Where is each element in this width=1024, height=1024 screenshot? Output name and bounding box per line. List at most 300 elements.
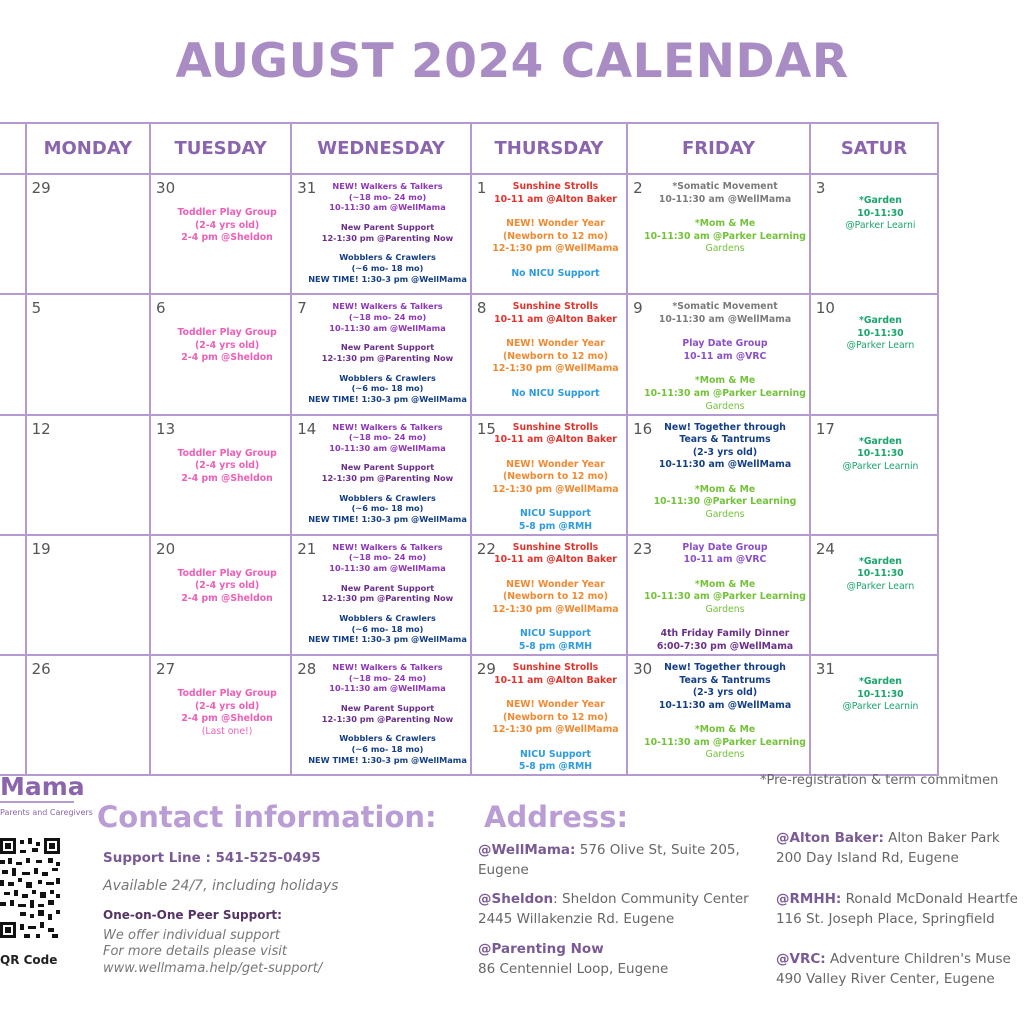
event-mom bbox=[644, 375, 806, 413]
day-number: 8 bbox=[476, 299, 487, 318]
event-line: 12-1:30 pm @Parenting Now bbox=[321, 713, 454, 724]
day-events bbox=[292, 656, 470, 765]
event-line: *Mom & Me bbox=[694, 218, 756, 230]
event-line: *Mom & Me bbox=[694, 483, 756, 495]
address-line: 490 Valley River Center, Eugene bbox=[776, 971, 995, 988]
event-line: NEW! Walkers & Talkers bbox=[332, 301, 443, 312]
pre-registration-note: *Pre-registration & term commitmen bbox=[760, 773, 999, 788]
event-nicu bbox=[488, 749, 623, 774]
event-newparent bbox=[308, 462, 467, 483]
weekday-header-tuesday: TUESDAY bbox=[150, 123, 291, 174]
day-number: 30 bbox=[633, 660, 653, 678]
day-events bbox=[292, 175, 470, 284]
event-line: NEW! Wonder Year bbox=[506, 578, 605, 590]
day-number: 27 bbox=[156, 660, 176, 678]
event-line: *Garden bbox=[858, 195, 902, 206]
day-cell-sun[interactable] bbox=[0, 294, 26, 414]
event-line: 2-4 pm @Sheldon bbox=[181, 592, 273, 604]
day-cell-fri[interactable] bbox=[627, 415, 810, 535]
event-line: Toddler Play Group bbox=[177, 447, 277, 459]
event-line: Gardens bbox=[705, 603, 745, 615]
event-line: *Garden bbox=[858, 315, 902, 327]
event-nicu bbox=[488, 268, 623, 281]
event-wonder bbox=[488, 699, 623, 737]
day-number: 22 bbox=[476, 539, 496, 558]
event-line: NEW! Wonder Year bbox=[506, 699, 605, 711]
event-nicu bbox=[488, 388, 623, 401]
day-cell-thu[interactable] bbox=[471, 174, 627, 294]
day-number: 31 bbox=[297, 179, 317, 197]
day-cell-tue[interactable] bbox=[150, 294, 291, 414]
event-line: Sunshine Strolls bbox=[512, 301, 599, 313]
event-newparent bbox=[308, 703, 467, 724]
event-line: 10-11:30 bbox=[857, 448, 904, 460]
day-events bbox=[472, 175, 626, 280]
event-somatic bbox=[644, 301, 806, 326]
weekday-header-sunday bbox=[0, 123, 26, 174]
event-line: New! Together through bbox=[664, 662, 786, 673]
event-line: 12-1:30 pm @WellMama bbox=[492, 603, 619, 615]
day-cell-fri[interactable] bbox=[627, 174, 810, 294]
day-cell-wed[interactable] bbox=[291, 415, 471, 535]
event-mom bbox=[644, 484, 806, 522]
day-number: 29 bbox=[31, 179, 51, 197]
weekday-header-wednesday: WEDNESDAY bbox=[291, 123, 471, 174]
day-number: 28 bbox=[297, 660, 317, 678]
event-line: 12-1:30 pm @Parenting Now bbox=[321, 232, 454, 243]
day-events bbox=[27, 295, 149, 301]
address-vrc bbox=[776, 949, 1011, 990]
event-line: New Parent Support bbox=[340, 342, 435, 353]
event-walkers bbox=[308, 422, 467, 454]
address-name: @Parenting Now bbox=[478, 941, 604, 957]
event-line: 5-8 pm @RMH bbox=[518, 641, 593, 653]
weekday-header-monday: MONDAY bbox=[26, 123, 150, 174]
week-row bbox=[0, 174, 938, 294]
peer-support-label: One-on-One Peer Support: bbox=[103, 908, 282, 922]
week-row bbox=[0, 535, 938, 655]
qr-code-label: QR Code bbox=[0, 953, 58, 967]
event-dinner bbox=[644, 628, 806, 653]
event-line: Sunshine Strolls bbox=[512, 421, 599, 433]
event-wonder bbox=[488, 338, 623, 376]
address-line: 86 Centenniel Loop, Eugene bbox=[478, 961, 669, 978]
address-name: @RMHH: bbox=[776, 891, 842, 907]
day-number: 1 bbox=[476, 179, 487, 197]
event-line: 10-11:30 am @WellMama bbox=[658, 313, 792, 325]
event-together bbox=[644, 422, 806, 472]
event-line: 10-11:30 am @WellMama bbox=[329, 322, 446, 333]
event-line: 10-11:30 am @WellMama bbox=[658, 459, 792, 471]
event-line: 10-11:30 am @WellMama bbox=[329, 563, 446, 574]
address-line: 576 Olive St, Suite 205, bbox=[575, 842, 740, 858]
event-line: *Garden bbox=[858, 676, 902, 687]
brand-underline bbox=[0, 801, 74, 803]
day-cell-sun[interactable] bbox=[0, 174, 26, 294]
event-garden bbox=[827, 676, 934, 714]
day-cell-mon[interactable] bbox=[26, 294, 150, 414]
event-line: *Garden bbox=[858, 555, 902, 567]
address-alton-baker bbox=[776, 828, 1000, 869]
day-cell-sat[interactable] bbox=[810, 174, 938, 294]
event-line: 10-11:30 am @Parker Learning bbox=[644, 736, 806, 748]
day-cell-sat[interactable] bbox=[810, 535, 938, 655]
event-garden bbox=[827, 315, 934, 353]
event-line: (~18 mo- 24 mo) bbox=[348, 432, 427, 443]
day-events bbox=[292, 536, 470, 645]
event-line: New Parent Support bbox=[340, 582, 435, 593]
day-events bbox=[628, 175, 809, 256]
day-number: 7 bbox=[297, 299, 307, 318]
weekday-header-saturday: SATUR bbox=[810, 123, 938, 174]
day-events bbox=[292, 416, 470, 525]
day-number: 20 bbox=[156, 539, 176, 558]
day-number: 19 bbox=[31, 539, 51, 558]
qr-code[interactable] bbox=[0, 838, 62, 940]
day-number: 23 bbox=[633, 539, 653, 558]
event-line: New Parent Support bbox=[340, 221, 435, 232]
day-number: 9 bbox=[633, 299, 643, 318]
event-line: 2-4 pm @Sheldon bbox=[181, 232, 273, 244]
peer-support-line: For more details please visit bbox=[103, 944, 287, 960]
event-line: 10-11:30 bbox=[857, 327, 904, 339]
day-number: 24 bbox=[815, 539, 835, 558]
event-line: (~6 mo- 18 mo) bbox=[351, 503, 424, 514]
day-number: 30 bbox=[156, 179, 176, 197]
day-cell-wed[interactable] bbox=[291, 294, 471, 414]
event-walkers bbox=[308, 181, 467, 213]
event-line: (~6 mo- 18 mo) bbox=[351, 262, 424, 273]
week-row bbox=[0, 415, 938, 535]
day-cell-thu[interactable] bbox=[471, 655, 627, 775]
day-cell-wed[interactable] bbox=[291, 535, 471, 655]
event-newparent bbox=[308, 222, 467, 243]
day-number: 12 bbox=[31, 419, 51, 438]
address-heading: Address: bbox=[484, 800, 629, 834]
event-playdate bbox=[644, 338, 806, 363]
event-walkers bbox=[308, 301, 467, 333]
event-garden bbox=[827, 436, 934, 474]
event-line: Tears & Tantrums bbox=[679, 674, 771, 686]
event-wonder bbox=[488, 459, 623, 497]
event-newparent bbox=[308, 342, 467, 363]
event-line: NEW TIME! 1:30-3 pm @WellMama bbox=[308, 273, 467, 284]
day-cell-mon[interactable] bbox=[26, 535, 150, 655]
event-line: 12-1:30 pm @Parenting Now bbox=[321, 473, 454, 484]
event-nicu bbox=[488, 508, 623, 533]
day-number: 3 bbox=[815, 179, 826, 197]
day-number: 26 bbox=[31, 660, 51, 678]
event-line: NEW TIME! 1:30-3 pm @WellMama bbox=[308, 393, 467, 404]
event-line: Wobblers & Crawlers bbox=[339, 372, 436, 383]
address-line: Alton Baker Park bbox=[883, 830, 1000, 846]
event-line: @Parker Learn bbox=[846, 340, 915, 352]
event-line: 10-11:30 am @Parker Learning bbox=[644, 230, 806, 242]
event-line: @Parker Learni bbox=[845, 220, 916, 232]
event-line: (~18 mo- 24 mo) bbox=[348, 191, 427, 202]
event-nicu bbox=[488, 628, 623, 653]
day-number: 31 bbox=[815, 660, 835, 678]
day-number: 13 bbox=[156, 419, 176, 438]
day-events bbox=[628, 295, 809, 413]
address-parenting-now bbox=[478, 939, 668, 980]
address-wellmama bbox=[478, 840, 740, 881]
event-line: *Somatic Movement bbox=[672, 181, 778, 192]
event-line: No NICU Support bbox=[511, 387, 600, 399]
event-line: NEW! Walkers & Talkers bbox=[332, 662, 443, 672]
day-cell-sat[interactable] bbox=[810, 294, 938, 414]
event-line: 10-11:30 am @Parker Learning bbox=[644, 591, 806, 603]
event-wobblers bbox=[308, 373, 467, 405]
event-line: NEW TIME! 1:30-3 pm @WellMama bbox=[308, 514, 467, 525]
event-line: No NICU Support bbox=[511, 267, 600, 279]
event-line: @Parker Learnin bbox=[842, 460, 919, 472]
support-availability: Available 24/7, including holidays bbox=[103, 878, 339, 894]
event-line: 2-4 pm @Sheldon bbox=[181, 352, 273, 364]
event-wobblers bbox=[308, 252, 467, 284]
day-number: 10 bbox=[815, 299, 835, 318]
event-wonder bbox=[488, 218, 623, 256]
day-cell-sun[interactable] bbox=[0, 535, 26, 655]
event-line: Wobblers & Crawlers bbox=[339, 252, 436, 263]
event-line: 10-11 am @Alton Baker bbox=[494, 554, 617, 566]
event-line: Play Date Group bbox=[682, 338, 768, 350]
brand-logo-text: Mama bbox=[0, 772, 85, 801]
event-line: (2-4 yrs old) bbox=[195, 219, 260, 231]
event-line: 12-1:30 pm @Parenting Now bbox=[321, 352, 454, 363]
event-line: Play Date Group bbox=[682, 541, 768, 553]
event-line: 10-11 am @VRC bbox=[683, 554, 767, 566]
event-line: NEW! Walkers & Talkers bbox=[332, 181, 443, 191]
event-line: (~18 mo- 24 mo) bbox=[348, 311, 427, 322]
address-sheldon bbox=[478, 889, 749, 930]
calendar-grid bbox=[0, 122, 939, 776]
peer-support-text bbox=[103, 928, 322, 977]
event-line: 12-1:30 pm @Parenting Now bbox=[321, 593, 454, 604]
day-cell-mon[interactable] bbox=[26, 655, 150, 775]
event-sunshine bbox=[488, 422, 623, 447]
day-cell-tue[interactable] bbox=[150, 655, 291, 775]
event-together bbox=[644, 662, 806, 712]
event-sunshine bbox=[488, 662, 623, 687]
event-toddler bbox=[167, 448, 287, 486]
event-line: NEW! Walkers & Talkers bbox=[332, 541, 443, 552]
event-line: (~18 mo- 24 mo) bbox=[348, 552, 427, 563]
event-line: Gardens bbox=[705, 508, 745, 520]
event-line: NICU Support bbox=[520, 508, 591, 520]
event-garden bbox=[827, 195, 934, 233]
event-line: 10-11:30 bbox=[857, 568, 904, 580]
event-line: Sunshine Strolls bbox=[512, 662, 599, 673]
day-number: 2 bbox=[633, 179, 643, 197]
event-line: Gardens bbox=[705, 243, 745, 255]
event-line: 6:00-7:30 pm @WellMama bbox=[656, 641, 794, 653]
event-line: *Mom & Me bbox=[694, 375, 756, 387]
day-cell-fri[interactable] bbox=[627, 294, 810, 414]
day-number: 5 bbox=[31, 299, 42, 318]
event-line: Toddler Play Group bbox=[177, 327, 277, 339]
day-events bbox=[628, 656, 809, 762]
day-number: 29 bbox=[476, 660, 496, 678]
event-line: (2-4 yrs old) bbox=[195, 580, 260, 592]
event-line: Wobblers & Crawlers bbox=[339, 733, 436, 744]
day-events bbox=[628, 536, 809, 654]
address-name: @WellMama: bbox=[478, 842, 576, 858]
address-name: @Sheldon bbox=[478, 891, 554, 907]
event-line: New Parent Support bbox=[340, 702, 435, 713]
day-cell-tue[interactable] bbox=[150, 535, 291, 655]
event-line: 10-11 am @Alton Baker bbox=[494, 193, 617, 205]
event-line: Toddler Play Group bbox=[177, 688, 277, 699]
address-name: @VRC: bbox=[776, 951, 826, 967]
day-number: 21 bbox=[297, 539, 317, 558]
peer-support-line: We offer individual support bbox=[103, 928, 280, 943]
weekday-header-row bbox=[0, 123, 938, 174]
event-line: NEW! Wonder Year bbox=[506, 218, 605, 230]
day-events bbox=[628, 416, 809, 522]
day-cell-sat[interactable] bbox=[810, 415, 938, 535]
event-line: (~6 mo- 18 mo) bbox=[351, 383, 424, 394]
event-line: (~6 mo- 18 mo) bbox=[351, 743, 424, 754]
event-line: 10-11:30 am @Parker Learning bbox=[644, 387, 806, 399]
event-line: (Newborn to 12 mo) bbox=[502, 230, 608, 242]
day-cell-thu[interactable] bbox=[471, 294, 627, 414]
event-line: 10-11:30 bbox=[857, 207, 904, 219]
event-sunshine bbox=[488, 542, 623, 567]
address-line: 2445 Willakenzie Rd. Eugene bbox=[478, 911, 675, 928]
address-line: Eugene bbox=[478, 862, 529, 879]
event-line: 12-1:30 pm @WellMama bbox=[492, 724, 619, 736]
event-line: @Parker Learn bbox=[846, 580, 915, 592]
event-line: (Newborn to 12 mo) bbox=[502, 471, 608, 483]
event-line: (2-4 yrs old) bbox=[195, 700, 260, 712]
event-toddler bbox=[167, 207, 287, 245]
event-line: Gardens bbox=[705, 400, 745, 412]
event-line: (2-3 yrs old) bbox=[692, 687, 758, 699]
event-line: 12-1:30 pm @WellMama bbox=[492, 243, 619, 255]
event-line: NEW! Walkers & Talkers bbox=[332, 421, 443, 432]
event-line: 2-4 pm @Sheldon bbox=[181, 713, 273, 725]
event-line: 10-11 am @Alton Baker bbox=[494, 434, 617, 446]
day-cell-sun[interactable] bbox=[0, 655, 26, 775]
day-cell-sun[interactable] bbox=[0, 415, 26, 535]
event-line: 10-11:30 am @WellMama bbox=[329, 202, 446, 213]
event-wobblers bbox=[308, 493, 467, 525]
day-events bbox=[472, 295, 626, 400]
event-garden bbox=[827, 556, 934, 594]
event-line: (~18 mo- 24 mo) bbox=[348, 672, 427, 683]
day-cell-thu[interactable] bbox=[471, 535, 627, 655]
event-line: 5-8 pm @RMH bbox=[518, 761, 593, 773]
event-newparent bbox=[308, 583, 467, 604]
day-cell-tue[interactable] bbox=[150, 174, 291, 294]
day-number: 15 bbox=[476, 419, 496, 438]
peer-support-link[interactable]: www.wellmama.help/get-support/ bbox=[103, 960, 323, 976]
day-number: 17 bbox=[815, 419, 835, 438]
day-cell-fri[interactable] bbox=[627, 655, 810, 775]
event-line: 12-1:30 pm @WellMama bbox=[492, 483, 619, 495]
event-line: @Parker Learnin bbox=[842, 701, 919, 713]
day-cell-mon[interactable] bbox=[26, 174, 150, 294]
event-line: 10-11:30 am @WellMama bbox=[658, 193, 792, 205]
event-line: (2-4 yrs old) bbox=[195, 339, 260, 351]
event-line: 10-11:30 @Parker Learning bbox=[653, 496, 797, 508]
event-line: NEW TIME! 1:30-3 pm @WellMama bbox=[308, 754, 467, 765]
event-line: 10-11:30 am @WellMama bbox=[329, 683, 446, 694]
event-toddler bbox=[167, 688, 287, 738]
event-line: 10-11 am @VRC bbox=[683, 350, 767, 362]
page-title: AUGUST 2024 CALENDAR bbox=[175, 34, 849, 89]
day-number: 6 bbox=[156, 299, 166, 318]
address-line: 116 St. Joseph Place, Springfield bbox=[776, 911, 995, 928]
event-line: 10-11:30 am @WellMama bbox=[329, 442, 446, 453]
contact-heading: Contact information: bbox=[97, 800, 437, 834]
event-line: (2-3 yrs old) bbox=[692, 446, 758, 458]
event-somatic bbox=[644, 181, 806, 206]
day-cell-wed[interactable] bbox=[291, 655, 471, 775]
address-name: @Alton Baker: bbox=[776, 830, 884, 846]
event-line: 10-11:30 bbox=[857, 688, 904, 700]
event-playdate bbox=[644, 542, 806, 567]
event-line: *Garden bbox=[858, 435, 902, 447]
day-events bbox=[151, 295, 290, 365]
event-line: Wobblers & Crawlers bbox=[339, 492, 436, 503]
day-cell-fri[interactable] bbox=[627, 535, 810, 655]
event-line: Wobblers & Crawlers bbox=[339, 613, 436, 624]
event-wobblers bbox=[308, 613, 467, 645]
event-line: NEW TIME! 1:30-3 pm @WellMama bbox=[308, 634, 467, 645]
event-line: (2-4 yrs old) bbox=[195, 460, 260, 472]
event-mom bbox=[644, 724, 806, 762]
event-line: 2-4 pm @Sheldon bbox=[181, 472, 273, 484]
address-line: Ronald McDonald Heartfe bbox=[841, 891, 1018, 907]
event-line: NICU Support bbox=[520, 748, 591, 760]
weekday-header-thursday: THURSDAY bbox=[471, 123, 627, 174]
day-cell-tue[interactable] bbox=[150, 415, 291, 535]
day-cell-sat[interactable] bbox=[810, 655, 938, 775]
event-line: New! Together through bbox=[664, 421, 786, 433]
address-line: 200 Day Island Rd, Eugene bbox=[776, 850, 959, 867]
event-walkers bbox=[308, 542, 467, 574]
day-number: 14 bbox=[297, 419, 317, 438]
address-rmhh bbox=[776, 889, 1018, 930]
day-cell-mon[interactable] bbox=[26, 415, 150, 535]
event-line: (Last one!) bbox=[201, 725, 253, 737]
brand-tagline: Parents and Caregivers bbox=[0, 808, 93, 817]
event-wobblers bbox=[308, 733, 467, 765]
event-line: Gardens bbox=[705, 749, 745, 761]
day-cell-wed[interactable] bbox=[291, 174, 471, 294]
weekday-header-friday: FRIDAY bbox=[627, 123, 810, 174]
event-line: NEW! Wonder Year bbox=[506, 338, 605, 350]
event-sunshine bbox=[488, 301, 623, 326]
support-line: Support Line : 541-525-0495 bbox=[103, 850, 321, 866]
event-line: (Newborn to 12 mo) bbox=[502, 591, 608, 603]
event-mom bbox=[644, 218, 806, 256]
week-row bbox=[0, 655, 938, 775]
address-line: : Sheldon Community Center bbox=[553, 891, 749, 907]
event-line: Toddler Play Group bbox=[177, 567, 277, 579]
event-wonder bbox=[488, 579, 623, 617]
event-toddler bbox=[167, 327, 287, 365]
event-line: 10-11:30 am @WellMama bbox=[658, 699, 792, 711]
day-cell-thu[interactable] bbox=[471, 415, 627, 535]
event-line: 4th Friday Family Dinner bbox=[660, 628, 790, 640]
event-line: 12-1:30 pm @WellMama bbox=[492, 363, 619, 375]
event-line: 10-11 am @Alton Baker bbox=[494, 674, 617, 686]
event-line: Tears & Tantrums bbox=[679, 434, 771, 446]
event-line: *Mom & Me bbox=[694, 724, 756, 736]
